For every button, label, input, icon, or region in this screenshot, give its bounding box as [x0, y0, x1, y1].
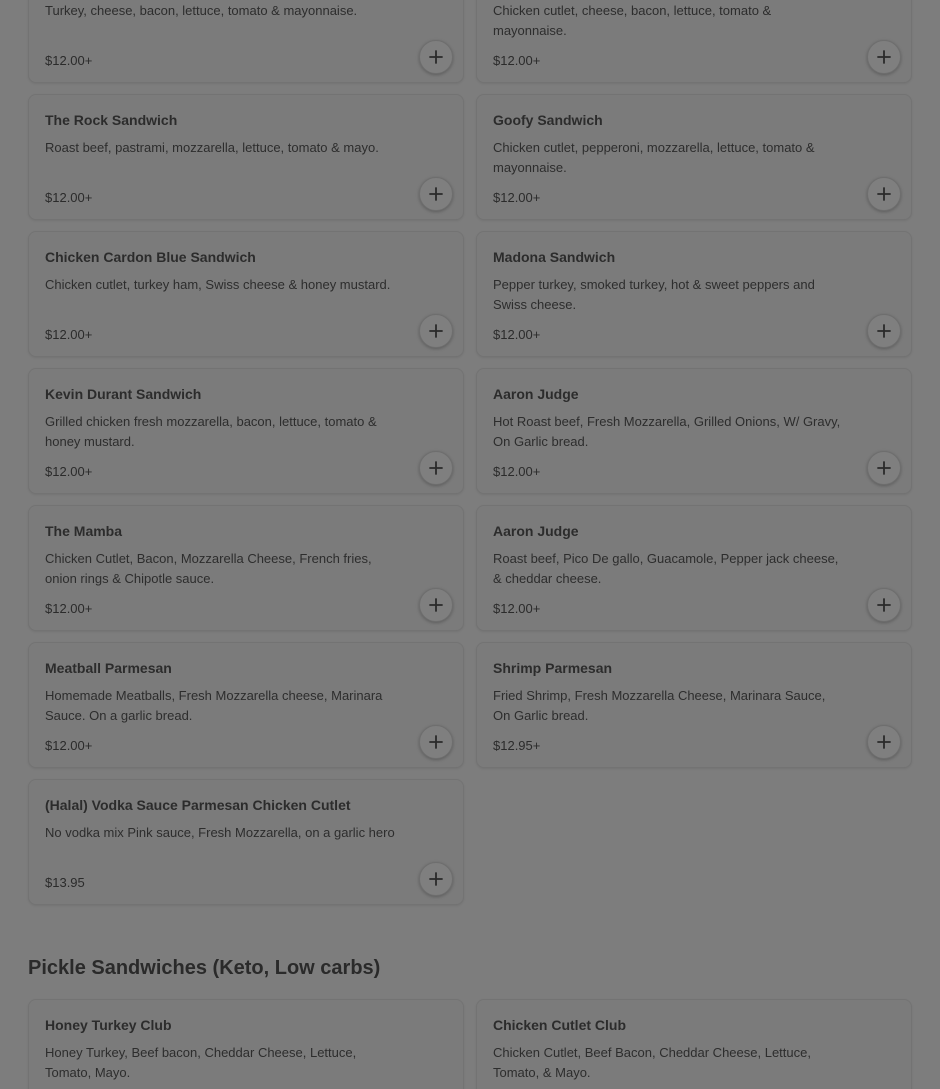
- section-title: Pickle Sandwiches (Keto, Low carbs): [28, 957, 381, 979]
- menu-item-description: Roast beef, Pico De gallo, Guacamole, Pepper jack cheese, & cheddar cheese.: [493, 551, 839, 586]
- plus-icon: [877, 598, 891, 612]
- plus-icon: [429, 50, 443, 64]
- menu-item-card[interactable]: [28, 779, 464, 905]
- menu-items-grid: [28, 0, 912, 916]
- menu-item-card[interactable]: [476, 368, 912, 494]
- menu-item-price: $12.00+: [493, 53, 541, 68]
- menu-item-description: Chicken Cutlet, Bacon, Mozzarella Cheese, French fries, onion rings & Chipotle sauce.: [45, 551, 372, 586]
- add-item-button[interactable]: [419, 177, 453, 211]
- menu-item-price: $12.00+: [493, 464, 541, 479]
- menu-item-card[interactable]: [28, 999, 464, 1089]
- menu-item-name: Aaron Judge: [493, 386, 579, 402]
- empty-grid-cell: [476, 779, 912, 905]
- menu-item-card[interactable]: [28, 0, 464, 83]
- menu-item-card[interactable]: [28, 505, 464, 631]
- menu-item-name: Meatball Parmesan: [45, 660, 172, 676]
- add-item-button[interactable]: [867, 725, 901, 759]
- menu-item-description: Turkey, cheese, bacon, lettuce, tomato & mayonnaise.: [45, 3, 358, 18]
- add-item-button[interactable]: [867, 588, 901, 622]
- menu-item-card[interactable]: [476, 505, 912, 631]
- plus-icon: [877, 461, 891, 475]
- pickle-sandwiches-grid: [28, 999, 912, 1089]
- menu-item-price: $12.00+: [45, 464, 93, 479]
- menu-item-price: $12.00+: [45, 190, 93, 205]
- plus-icon: [429, 461, 443, 475]
- menu-item-name: Goofy Sandwich: [493, 112, 603, 128]
- add-item-button[interactable]: [419, 314, 453, 348]
- add-item-button[interactable]: [419, 725, 453, 759]
- menu-item-card[interactable]: [28, 642, 464, 768]
- menu-item-name: (Halal) Vodka Sauce Parmesan Chicken Cutlet: [45, 797, 351, 813]
- plus-icon: [877, 735, 891, 749]
- add-item-button[interactable]: [419, 451, 453, 485]
- add-item-button[interactable]: [867, 451, 901, 485]
- menu-item-name: The Mamba: [45, 523, 123, 539]
- menu-item-description: Chicken Cutlet, Beef Bacon, Cheddar Cheese, Lettuce, Tomato, & Mayo.: [493, 1045, 811, 1080]
- menu-item-description: Pepper turkey, smoked turkey, hot & sweet peppers and Swiss cheese.: [493, 277, 815, 312]
- menu-item-name: Aaron Judge: [493, 523, 579, 539]
- menu-item-price: $12.00+: [45, 738, 93, 753]
- add-item-button[interactable]: [419, 40, 453, 74]
- add-item-button[interactable]: [419, 862, 453, 896]
- plus-icon: [429, 187, 443, 201]
- plus-icon: [429, 872, 443, 886]
- menu-item-name: Shrimp Parmesan: [493, 660, 613, 676]
- menu-item-price: $12.00+: [45, 53, 93, 68]
- menu-item-description: Roast beef, pastrami, mozzarella, lettuce, tomato & mayo.: [45, 140, 379, 155]
- menu-item-description: Chicken cutlet, pepperoni, mozzarella, lettuce, tomato & mayonnaise.: [493, 140, 815, 175]
- menu-item-price: $12.00+: [45, 327, 93, 342]
- plus-icon: [877, 187, 891, 201]
- menu-item-card[interactable]: [476, 94, 912, 220]
- menu-item-card[interactable]: [28, 94, 464, 220]
- plus-icon: [429, 324, 443, 338]
- menu-item-card[interactable]: [476, 0, 912, 83]
- menu-item-description: Honey Turkey, Beef bacon, Cheddar Cheese, Lettuce, Tomato, Mayo.: [45, 1045, 357, 1080]
- menu-item-card[interactable]: [476, 642, 912, 768]
- menu-item-price: $12.00+: [493, 190, 541, 205]
- menu-item-name: Madona Sandwich: [493, 249, 616, 265]
- add-item-button[interactable]: [867, 40, 901, 74]
- menu-item-card[interactable]: [28, 231, 464, 357]
- menu-item-name: Kevin Durant Sandwich: [45, 386, 202, 402]
- menu-item-card[interactable]: [28, 368, 464, 494]
- menu-item-name: Chicken Cutlet Club: [493, 1017, 627, 1033]
- menu-item-price: $12.95+: [493, 738, 541, 753]
- add-item-button[interactable]: [867, 314, 901, 348]
- menu-item-price: $12.00+: [45, 601, 93, 616]
- menu-item-price: $12.00+: [493, 601, 541, 616]
- menu-item-description: No vodka mix Pink sauce, Fresh Mozzarella, on a garlic hero: [45, 825, 395, 840]
- menu-item-description: Hot Roast beef, Fresh Mozzarella, Grilled Onions, W/ Gravy, On Garlic bread.: [493, 414, 841, 449]
- menu-item-name: The Rock Sandwich: [45, 112, 178, 128]
- menu-item-description: Grilled chicken fresh mozzarella, bacon, lettuce, tomato & honey mustard.: [45, 414, 377, 449]
- menu-item-name: Honey Turkey Club: [45, 1017, 172, 1033]
- menu-item-description: Fried Shrimp, Fresh Mozzarella Cheese, Marinara Sauce, On Garlic bread.: [493, 688, 826, 723]
- menu-item-description: Homemade Meatballs, Fresh Mozzarella cheese, Marinara Sauce. On a garlic bread.: [45, 688, 383, 723]
- menu-item-card[interactable]: [476, 999, 912, 1089]
- menu-item-price: $12.00+: [493, 327, 541, 342]
- menu-item-description: Chicken cutlet, turkey ham, Swiss cheese & honey mustard.: [45, 277, 391, 292]
- plus-icon: [877, 50, 891, 64]
- plus-icon: [429, 598, 443, 612]
- menu-item-description: Chicken cutlet, cheese, bacon, lettuce, tomato & mayonnaise.: [493, 3, 772, 38]
- add-item-button[interactable]: [419, 588, 453, 622]
- add-item-button[interactable]: [867, 177, 901, 211]
- plus-icon: [877, 324, 891, 338]
- menu-item-price: $13.95: [45, 875, 85, 890]
- plus-icon: [429, 735, 443, 749]
- menu-item-name: Chicken Cardon Blue Sandwich: [45, 249, 256, 265]
- menu-item-card[interactable]: [476, 231, 912, 357]
